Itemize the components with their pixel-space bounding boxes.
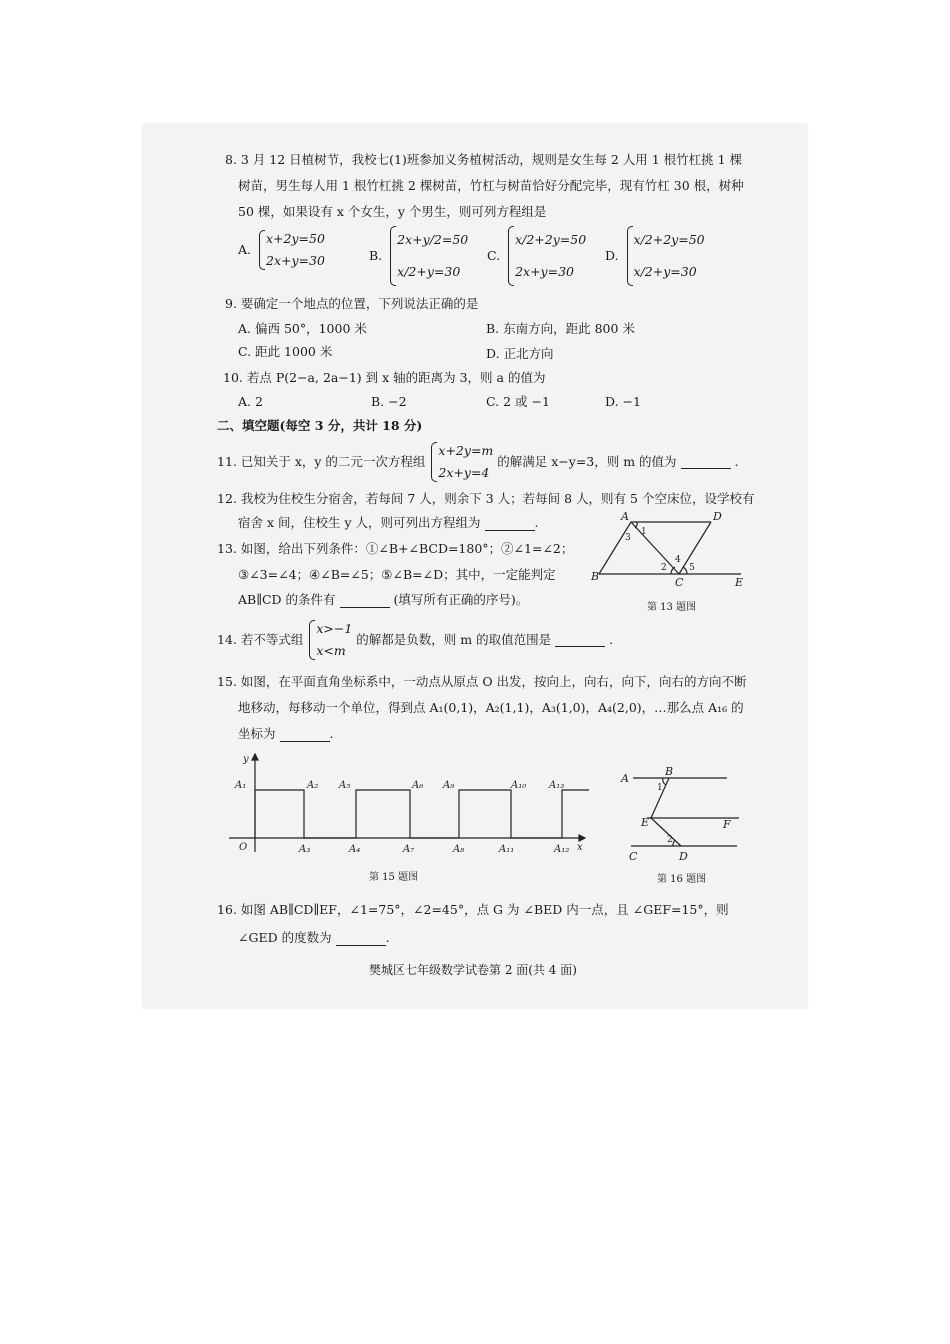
q14-post: 的解都是负数，则 m 的取值范围是 <box>356 632 552 647</box>
q15-label-o: O <box>239 842 248 853</box>
q15-label-a1: A₁ <box>235 780 247 791</box>
q16-angle-arc-1 <box>663 778 666 785</box>
q13-angle-5: 5 <box>689 563 695 573</box>
q15-caption: 第 15 题图 <box>369 872 419 883</box>
q8-option-a-system <box>257 228 325 272</box>
q11-pre: 11. 已知关于 x，y 的二元一次方程组 <box>217 454 426 469</box>
q13-angle-4: 4 <box>675 555 681 565</box>
q15-label-a10: A₁₀ <box>511 780 527 791</box>
q8-line1: 8. 3 月 12 日植树节，我校七(1)班参加义务植树活动，规则是女生每 2 人用 1 根竹杠挑 1 棵 <box>225 152 743 167</box>
q14-pre: 14. 若不等式组 <box>217 632 304 647</box>
q15-label-a7: A₇ <box>403 844 415 855</box>
q13-angle-3: 3 <box>625 533 631 543</box>
q16-label-a: A <box>621 772 629 785</box>
q15-label-a11: A₁₁ <box>499 844 515 855</box>
q11-eq1: x+2y=m <box>438 443 494 458</box>
q14-eq2: x<m <box>316 643 346 658</box>
q13-line-cd <box>679 522 711 574</box>
q11-eq2: 2x+y=4 <box>438 465 490 480</box>
q15-x-arrow <box>579 835 585 841</box>
q9-stem: 9. 要确定一个地点的位置，下列说法正确的是 <box>225 296 479 311</box>
q13-answer-blank[interactable] <box>340 595 390 608</box>
q8-option-b-eq2: x/2+y=30 <box>397 264 461 279</box>
q12-answer-blank[interactable] <box>485 518 535 531</box>
q15-y-arrow <box>252 754 258 760</box>
q16-line2: ∠GED 的度数为 <box>238 930 332 945</box>
q11-post: 的解满足 x−y=3，则 m 的值为 <box>497 454 677 469</box>
q15-label-a8: A₈ <box>453 844 465 855</box>
q15-label-a4: A₄ <box>349 844 361 855</box>
q15-label-y: y <box>243 754 249 765</box>
q9-option-a: A. 偏西 50°，1000 米 <box>238 321 367 336</box>
q15-label-a5: A₅ <box>339 780 351 791</box>
q16-line1: 16. 如图 AB∥CD∥EF，∠1=75°，∠2=45°，点 G 为 ∠BED 内一点，且 ∠GEF=15°，则 <box>217 902 729 917</box>
q11-system <box>429 440 493 484</box>
q13-label-b: B <box>591 570 600 583</box>
q13-line3a: AB∥CD 的条件有 <box>238 592 336 607</box>
q16-line2-wrap: ∠GED 的度数为 . <box>238 930 390 945</box>
q16-label-d: D <box>679 850 688 863</box>
q15-label-a2: A₂ <box>307 780 319 791</box>
q13-caption: 第 13 题图 <box>647 602 697 613</box>
q9-option-c: C. 距此 1000 米 <box>238 344 333 359</box>
q15-path <box>255 790 589 838</box>
q8-option-b-label: B. <box>369 248 383 263</box>
q13-angle-arc-a <box>635 522 637 528</box>
q11-answer-blank[interactable] <box>681 456 731 469</box>
q13-angle-arc-c2 <box>683 567 687 574</box>
q9-option-b: B. 东南方向，距此 800 米 <box>486 321 635 336</box>
q8-option-d <box>605 224 705 288</box>
q8-option-a <box>238 228 325 272</box>
q13-label-e: E <box>735 576 744 589</box>
q9-option-d: D. 正北方向 <box>486 346 554 361</box>
q8-option-a-label: A. <box>238 242 252 257</box>
q15-line1: 15. 如图，在平面直角坐标系中，一动点从原点 O 出发，按向上，向右，向下，向右的方向不断 <box>217 674 747 689</box>
q14-system <box>307 618 352 662</box>
q8-option-a-eq2: 2x+y=30 <box>266 253 325 268</box>
q16-angle-arc-2 <box>673 840 675 846</box>
q15-label-x: x <box>577 842 583 853</box>
q8-option-c-eq1: x/2+2y=50 <box>515 232 587 247</box>
q8-option-a-eq1: x+2y=50 <box>266 231 325 246</box>
q8-option-d-eq1: x/2+2y=50 <box>633 232 705 247</box>
q13-label-c: C <box>675 576 684 589</box>
q16-label-f: F <box>723 818 731 831</box>
q8-option-d-label: D. <box>605 248 619 263</box>
q16-angle-2: 2 <box>667 835 673 845</box>
q13-line2: ③∠3=∠4；④∠B=∠5；⑤∠B=∠D；其中，一定能判定 <box>238 567 556 582</box>
q8-line3: 50 棵，如果设有 x 个女生，y 个男生，则可列方程组是 <box>238 204 547 219</box>
q12-line2-wrap: 宿舍 x 间，住校生 y 人，则可列出方程组为 . <box>238 515 539 530</box>
q10-option-b: B. −2 <box>371 394 407 409</box>
q15-line3: 坐标为 <box>238 726 276 741</box>
q10-option-a: A. 2 <box>238 394 263 409</box>
q8-option-c-label: C. <box>487 248 501 263</box>
q13-line-ac <box>631 522 679 574</box>
q15-label-a9: A₉ <box>443 780 455 791</box>
q14: 14. 若不等式组 x>−1 x<m 的解都是负数，则 m 的取值范围是 . <box>217 618 613 662</box>
q16-label-b: B <box>665 766 674 778</box>
q8-option-c-system <box>506 224 586 288</box>
q13-line3-wrap <box>238 592 528 608</box>
q11: 11. 已知关于 x，y 的二元一次方程组 x+2y=m 2x+y=4 的解满足 x−y=3，则 m 的值为 . <box>217 440 739 484</box>
section-2-heading: 二、填空题(每空 3 分，共计 18 分) <box>217 418 423 433</box>
q15-figure <box>229 752 589 858</box>
q12-line2: 宿舍 x 间，住校生 y 人，则可列出方程组为 <box>238 515 481 530</box>
q8-option-c-eq2: 2x+y=30 <box>515 264 574 279</box>
q16-angle-1: 1 <box>657 783 663 793</box>
q12-line1: 12. 我校为住校生分宿舍，若每间 7 人，则余下 3 人；若每间 8 人，则有 5 个空床位，设学校有 <box>217 491 755 506</box>
q16-caption: 第 16 题图 <box>657 874 707 885</box>
q13-line3b: (填写所有正确的序号)。 <box>393 592 529 607</box>
q14-eq1: x>−1 <box>316 621 353 636</box>
q8-option-d-eq2: x/2+y=30 <box>633 264 697 279</box>
q15-answer-blank[interactable] <box>280 729 330 742</box>
q15-label-a12: A₁₂ <box>554 844 570 855</box>
q13-line-ab <box>599 522 631 574</box>
q13-label-d: D <box>713 512 722 523</box>
q8-option-c <box>487 224 586 288</box>
q10-stem: 10. 若点 P(2−a, 2a−1) 到 x 轴的距离为 3，则 a 的值为 <box>223 370 546 385</box>
q13-angle-1: 1 <box>641 527 647 537</box>
q8-option-d-system <box>625 224 705 288</box>
q13-line1: 13. 如图，给出下列条件：①∠B+∠BCD=180°；②∠1=∠2； <box>217 541 574 556</box>
q8-option-b <box>369 224 468 288</box>
q16-label-e: E <box>641 816 650 829</box>
q16-label-c: C <box>629 850 638 863</box>
q15-label-a6: A₆ <box>412 780 424 791</box>
q15-line3-wrap: 坐标为 . <box>238 726 334 741</box>
q15-label-a3: A₃ <box>299 844 311 855</box>
q14-answer-blank[interactable] <box>555 634 605 647</box>
q8-option-b-eq1: 2x+y/2=50 <box>397 232 469 247</box>
q16-figure <box>619 766 759 866</box>
q8-option-b-system <box>388 224 468 288</box>
q15-label-a13: A₁₃ <box>549 780 565 791</box>
q10-option-c: C. 2 或 −1 <box>486 394 550 409</box>
page-footer: 樊城区七年级数学试卷第 2 面(共 4 面) <box>369 963 577 977</box>
q13-figure <box>591 512 751 592</box>
q13-label-a: A <box>621 512 629 523</box>
q15-line2: 地移动，每移动一个单位，得到点 A₁(0,1)，A₂(1,1)，A₃(1,0)，A₄(2,0)，…那么点 A₁₆ 的 <box>238 700 744 715</box>
exam-paper <box>143 124 807 1008</box>
q13-angle-arc-c <box>671 567 675 574</box>
q8-line2: 树苗，男生每人用 1 根竹杠挑 2 棵树苗，竹杠与树苗恰好分配完毕，现有竹杠 30 根，树种 <box>238 178 744 193</box>
q13-angle-2: 2 <box>661 563 667 573</box>
q10-option-d: D. −1 <box>605 394 641 409</box>
q16-line-ed <box>651 818 681 846</box>
q16-answer-blank[interactable] <box>336 933 386 946</box>
